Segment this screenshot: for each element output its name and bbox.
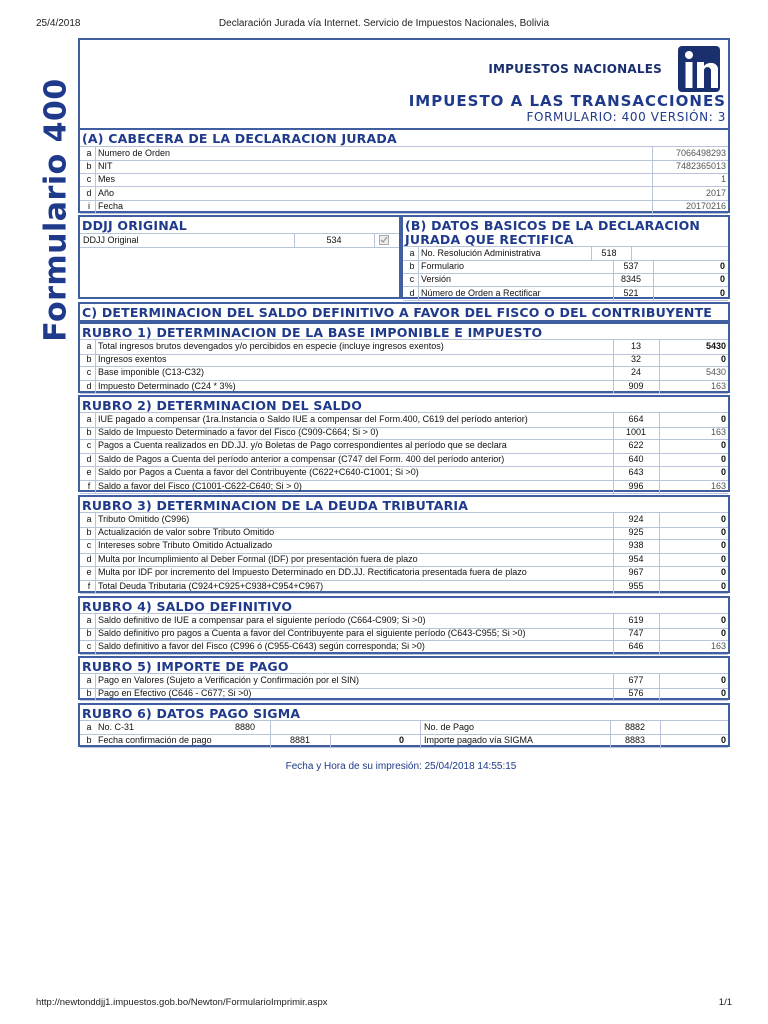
- row-code: 576: [628, 687, 644, 698]
- row-label: Fecha: [98, 201, 124, 211]
- row-label: Base imponible (C13-C32): [98, 367, 205, 377]
- table-row: [80, 353, 728, 368]
- rubro5: [78, 656, 730, 700]
- row-label: No. C-31: [98, 722, 135, 732]
- row-letter: b: [86, 627, 92, 638]
- brand-name: IMPUESTOS NACIONALES: [488, 62, 662, 76]
- row-letter: d: [86, 553, 92, 564]
- row-code: 954: [628, 553, 644, 564]
- row-value: 0: [720, 526, 726, 537]
- row-value: 163: [710, 480, 726, 491]
- row-letter: b: [86, 526, 92, 537]
- row-letter: e: [86, 567, 92, 577]
- row-letter: c: [86, 367, 92, 377]
- row-code: 996: [628, 480, 644, 491]
- print-timestamp: Fecha y Hora de su impresión: 25/04/2018 14:55:15: [285, 761, 517, 772]
- row-code: 924: [628, 514, 644, 524]
- row-label: Intereses sobre Tributo Omitido Actualizado: [98, 540, 273, 550]
- table-row: [80, 466, 728, 481]
- check-icon: [380, 236, 388, 244]
- row-letter: b: [86, 353, 92, 364]
- rubro4: [78, 596, 730, 654]
- row-label: Ingresos exentos: [98, 353, 167, 364]
- ddjj-original-box: [78, 215, 401, 299]
- row-code: 622: [628, 440, 644, 450]
- row-letter: c: [409, 274, 415, 284]
- row-label: Año: [98, 187, 115, 198]
- row-letter: f: [87, 480, 91, 491]
- row-value: 0: [720, 735, 726, 745]
- row-label: Pago en Efectivo (C646 - C677; Si >0): [98, 687, 252, 698]
- row-code: 664: [628, 414, 644, 424]
- row-value: 0: [719, 260, 725, 271]
- row-letter: a: [86, 675, 92, 685]
- row-label: Formulario: [421, 260, 465, 271]
- row-code: 8881: [289, 735, 311, 745]
- row-letter: a: [86, 414, 92, 424]
- table-row: [80, 526, 728, 541]
- row-label: Actualización de valor sobre Tributo Omitido: [98, 526, 275, 537]
- row-code: 518: [601, 248, 617, 258]
- row-label: Saldo de Pagos a Cuenta del período anterior a compensar (C747 del Form. 400 del período anterior): [98, 453, 505, 464]
- row-label: Impuesto Determinado (C24 * 3%): [98, 380, 236, 391]
- row-value: 0: [720, 467, 726, 477]
- table-row: [80, 566, 728, 581]
- row-label: No. de Pago: [424, 722, 475, 732]
- row-code: 643: [628, 467, 644, 477]
- ddjj-label: DDJJ Original: [83, 235, 139, 245]
- row-label: Total ingresos brutos devengados y/o percibidos en especie (incluye ingresos exentos): [98, 341, 444, 351]
- row-letter: b: [86, 687, 92, 698]
- row-letter: f: [87, 580, 91, 591]
- row-code: 909: [628, 380, 644, 391]
- row-value: 0: [720, 453, 726, 464]
- ddjj-row: [80, 233, 399, 248]
- row-label: Pago en Valores (Sujeto a Verificación y Confirmación por el SIN): [98, 675, 359, 685]
- row-label: Saldo definitivo de IUE a compensar para el siguiente período (C664-C909; Si >0): [98, 615, 426, 625]
- row-letter: c: [86, 440, 92, 450]
- row-label: Total Deuda Tributaria (C924+C925+C938+C954+C967): [98, 580, 324, 591]
- row-value: 0: [398, 735, 404, 745]
- row-letter: e: [86, 467, 92, 477]
- rubro5-title: RUBRO 5) IMPORTE DE PAGO: [82, 659, 289, 674]
- row-code: 640: [628, 453, 644, 464]
- row-code: 619: [628, 615, 644, 625]
- row-value: 0: [720, 514, 726, 524]
- row-label: Multa por IDF por incremento del Impuesto Determinado en DD.JJ. Rectificatoria presentada fuera de plazo: [98, 567, 527, 577]
- row-label: Versión: [421, 274, 452, 284]
- row-code: 8883: [624, 735, 646, 745]
- rubro1: [78, 322, 730, 393]
- row-letter: a: [86, 514, 92, 524]
- row-letter: a: [86, 722, 92, 732]
- table-row: [80, 580, 728, 595]
- table-row: [80, 173, 728, 187]
- row-code: 938: [628, 540, 644, 550]
- row-letter: a: [86, 341, 92, 351]
- rubro6-row-b: [80, 734, 728, 748]
- row-label: Fecha confirmación de pago: [98, 735, 212, 745]
- ddjj-code: 534: [326, 235, 342, 245]
- print-page-number: 1/1: [718, 997, 732, 1008]
- row-value: 163: [710, 426, 726, 437]
- table-row: [80, 200, 728, 214]
- section-a-title: (A) CABECERA DE LA DECLARACION JURADA: [82, 131, 397, 146]
- row-value: 0: [720, 540, 726, 550]
- row-label: NIT: [98, 160, 113, 171]
- row-value: 0: [719, 274, 725, 284]
- row-label: Saldo a favor del Fisco (C1001-C622-C640; Si > 0): [98, 480, 302, 491]
- row-code: 521: [623, 287, 639, 298]
- brand-logo-icon: [678, 46, 720, 92]
- section-c: [78, 302, 730, 322]
- rubro1-title: RUBRO 1) DETERMINACION DE LA BASE IMPONIBLE E IMPUESTO: [82, 325, 543, 340]
- table-row: [80, 439, 728, 454]
- rubro4-title: RUBRO 4) SALDO DEFINITIVO: [82, 599, 293, 614]
- row-value: 0: [720, 567, 726, 577]
- row-letter: d: [409, 287, 415, 298]
- row-letter: i: [88, 201, 90, 211]
- row-code: 8345: [620, 274, 642, 284]
- row-code: 13: [630, 341, 641, 351]
- table-row: [80, 160, 728, 174]
- row-letter: c: [86, 540, 92, 550]
- table-row: [403, 273, 728, 287]
- table-row: [80, 627, 728, 642]
- row-label: No. Resolución Administrativa: [421, 248, 541, 258]
- row-value: 0: [720, 414, 726, 424]
- rubro2: [78, 395, 730, 492]
- row-value: 5430: [705, 341, 726, 351]
- row-label: Tributo Omitido (C996): [98, 514, 190, 524]
- table-row: [403, 260, 728, 274]
- print-date: 25/4/2018: [36, 18, 81, 29]
- row-code: 8882: [624, 722, 646, 732]
- row-label: Saldo por Pagos a Cuenta a favor del Contribuyente (C622+C640-C1001; Si >0): [98, 467, 419, 477]
- row-code: 8880: [234, 722, 256, 732]
- rubro6-row-a: [80, 720, 728, 735]
- table-row: [80, 480, 728, 495]
- rubro6-title: RUBRO 6) DATOS PAGO SIGMA: [82, 706, 301, 721]
- row-label: IUE pagado a compensar (1ra.Instancia o Saldo IUE a compensar del Form.400, C619 del período anterior): [98, 414, 528, 424]
- row-code: 646: [628, 641, 644, 651]
- row-value: 0: [720, 580, 726, 591]
- row-value: 7066498293: [675, 148, 726, 158]
- table-row: [80, 539, 728, 554]
- row-label: Saldo definitivo pro pagos a Cuenta a favor del Contribuyente para el siguiente período (C643-C955; Si >0): [98, 627, 526, 638]
- row-letter: b: [409, 260, 415, 271]
- print-title: Declaración Jurada vía Internet. Servicio de Impuestos Nacionales, Bolivia: [218, 18, 550, 29]
- row-value: 0: [720, 675, 726, 685]
- row-value: 7482365013: [675, 160, 726, 171]
- row-label: Número de Orden a Rectificar: [421, 287, 541, 298]
- row-code: 955: [628, 580, 644, 591]
- section-c-title: C) DETERMINACION DEL SALDO DEFINITIVO A FAVOR DEL FISCO O DEL CONTRIBUYENTE: [82, 305, 713, 320]
- form-title: IMPUESTO A LAS TRANSACCIONES: [408, 92, 726, 110]
- ddjj-original-checkbox[interactable]: [379, 235, 389, 245]
- table-row: [80, 426, 728, 441]
- row-value: 20170216: [685, 201, 726, 211]
- print-url: http://newtonddjj1.impuestos.gob.bo/Newton/FormularioImprimir.aspx: [36, 997, 328, 1008]
- table-row: [80, 366, 728, 381]
- row-label: Multa por Incumplimiento al Deber Formal (IDF) por presentación fuera de plazo: [98, 553, 418, 564]
- row-letter: d: [86, 380, 92, 391]
- row-label: Saldo de Impuesto Determinado a favor del Fisco (C909-C664; Si > 0): [98, 426, 379, 437]
- rubro3-title: RUBRO 3) DETERMINACION DE LA DEUDA TRIBUTARIA: [82, 498, 469, 513]
- section-b: [401, 215, 730, 299]
- row-code: 747: [628, 627, 644, 638]
- row-letter: a: [86, 148, 92, 158]
- row-code: 967: [628, 567, 644, 577]
- row-letter: b: [86, 735, 92, 745]
- row-value: 5430: [705, 367, 726, 377]
- row-letter: c: [86, 174, 92, 184]
- row-label: Mes: [98, 174, 116, 184]
- row-value: 0: [720, 615, 726, 625]
- table-row: [80, 453, 728, 468]
- row-code: 32: [630, 353, 641, 364]
- row-code: 1001: [625, 426, 647, 437]
- form-subtitle: FORMULARIO: 400 VERSIÓN: 3: [526, 110, 726, 124]
- row-letter: d: [86, 187, 92, 198]
- row-value: 163: [710, 380, 726, 391]
- row-value: 1: [720, 174, 726, 184]
- section-a: [78, 128, 730, 213]
- rubro2-title: RUBRO 2) DETERMINACION DEL SALDO: [82, 398, 363, 413]
- row-value: 163: [710, 641, 726, 651]
- row-letter: a: [86, 615, 92, 625]
- table-row: [403, 287, 728, 301]
- row-code: 24: [630, 367, 641, 377]
- table-row: [80, 687, 728, 702]
- row-letter: b: [86, 426, 92, 437]
- section-b-title-line2: JURADA QUE RECTIFICA: [405, 232, 574, 247]
- row-value: 0: [720, 440, 726, 450]
- side-title: Formulario 400: [38, 78, 74, 342]
- row-letter: a: [409, 248, 415, 258]
- table-row: [80, 380, 728, 395]
- row-value: 0: [720, 553, 726, 564]
- row-letter: b: [86, 160, 92, 171]
- row-value: 0: [720, 627, 726, 638]
- row-label: Saldo definitivo a favor del Fisco (C996 ó (C955-C643) según corresponda; Si >0): [98, 641, 425, 651]
- table-row: [80, 187, 728, 201]
- row-value: 0: [720, 687, 726, 698]
- row-value: 0: [720, 353, 726, 364]
- row-letter: d: [86, 453, 92, 464]
- table-row: [80, 553, 728, 568]
- form-header: [78, 38, 730, 130]
- table-row: [80, 640, 728, 655]
- section-b-title-line1: (B) DATOS BASICOS DE LA DECLARACION: [405, 218, 701, 233]
- row-code: 925: [628, 526, 644, 537]
- row-code: 537: [623, 260, 639, 271]
- rubro3: [78, 495, 730, 593]
- row-value: 2017: [705, 187, 726, 198]
- row-label: Numero de Orden: [98, 148, 171, 158]
- row-code: 677: [628, 675, 644, 685]
- row-letter: c: [86, 641, 92, 651]
- row-label: Pagos a Cuenta realizados en DD.JJ. y/o Boletas de Pago correspondientes al período que se declara: [98, 440, 507, 450]
- ddjj-title: DDJJ ORIGINAL: [82, 218, 187, 233]
- rubro6: [78, 703, 730, 747]
- row-value: 0: [719, 287, 725, 298]
- row-label: Importe pagado vía SIGMA: [424, 735, 534, 745]
